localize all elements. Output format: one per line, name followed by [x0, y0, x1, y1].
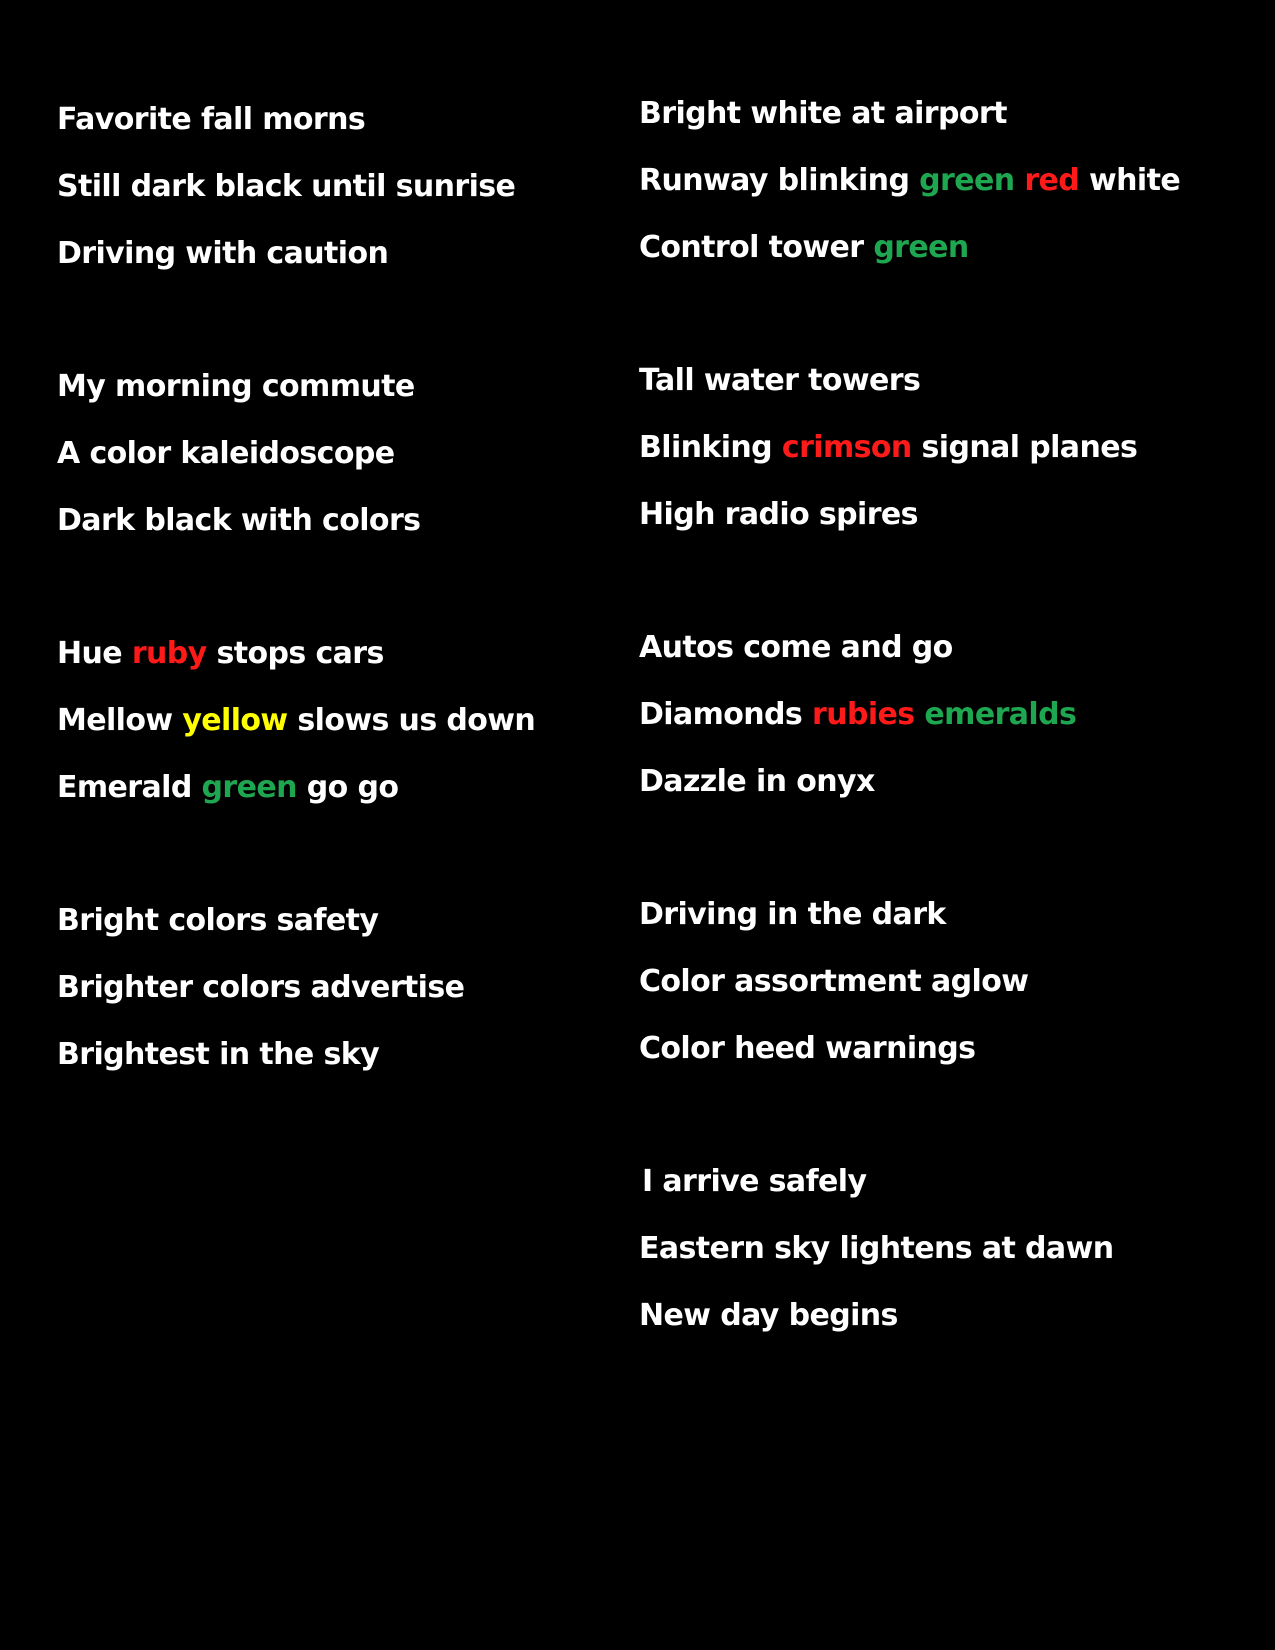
color-word: crimson [781, 430, 912, 465]
poem-line [57, 167, 515, 207]
poem-line [57, 634, 384, 674]
poem-line [57, 234, 388, 274]
line-text: Mellow [57, 703, 183, 738]
poem-line [639, 495, 918, 535]
poem-line [639, 161, 1180, 201]
poem-line [639, 895, 946, 935]
line-text [1015, 163, 1025, 198]
line-text: Diamonds [639, 697, 813, 732]
line-text: Color heed warnings [639, 1031, 976, 1066]
line-text: slows us down [287, 703, 536, 738]
poem-line [639, 228, 969, 268]
poem-line [57, 501, 420, 541]
line-text: Hue [57, 636, 132, 671]
line-text: Driving in the dark [639, 897, 946, 932]
poem-line [639, 1296, 898, 1336]
line-text: Eastern sky lightens at dawn [639, 1231, 1114, 1266]
color-word: ruby [131, 636, 207, 671]
poem-line [57, 1035, 379, 1075]
poem-line [639, 428, 1137, 468]
line-text: Brighter colors advertise [57, 970, 465, 1005]
line-text: white [1079, 163, 1181, 198]
poem-line [57, 100, 365, 140]
line-text: Blinking [639, 430, 782, 465]
poem-line [639, 1029, 975, 1069]
line-text: Bright white at airport [639, 96, 1007, 131]
line-text: Bright colors safety [57, 903, 379, 938]
poem-line [57, 968, 464, 1008]
color-word: green [201, 770, 297, 805]
color-word: red [1024, 163, 1080, 198]
line-text: Runway blinking [639, 163, 920, 198]
line-text: New day begins [639, 1298, 898, 1333]
line-text: signal planes [911, 430, 1138, 465]
color-word: rubies [812, 697, 915, 732]
color-word: yellow [182, 703, 288, 738]
poem-line [639, 94, 1007, 134]
line-text: Color assortment aglow [639, 964, 1029, 999]
line-text: Tall water towers [639, 363, 921, 398]
line-text: High radio spires [639, 497, 918, 532]
color-word: green [873, 230, 969, 265]
poem-line [639, 628, 953, 668]
line-text: Dark black with colors [57, 503, 421, 538]
line-text: Still dark black until sunrise [57, 169, 516, 204]
line-text: Favorite fall morns [57, 102, 366, 137]
poem-line [57, 701, 535, 741]
line-text [915, 697, 925, 732]
line-text: A color kaleidoscope [57, 436, 395, 471]
line-text: Autos come and go [639, 630, 953, 665]
poem-line [57, 434, 394, 474]
line-text: I arrive safely [642, 1164, 867, 1199]
line-text: go go [296, 770, 399, 805]
line-text: Dazzle in onyx [639, 764, 875, 799]
poem-line [57, 367, 415, 407]
poem-line [639, 962, 1028, 1002]
poem-line [639, 361, 920, 401]
line-text: Brightest in the sky [57, 1037, 380, 1072]
poem-line [639, 1229, 1113, 1269]
line-text: Control tower [639, 230, 874, 265]
line-text: Driving with caution [57, 236, 389, 271]
poem-line [57, 901, 378, 941]
poem-line [639, 762, 875, 802]
color-word: emeralds [924, 697, 1077, 732]
poem-line [642, 1162, 866, 1202]
poem-line [639, 695, 1076, 735]
color-word: green [919, 163, 1015, 198]
line-text: Emerald [57, 770, 202, 805]
poem-line [57, 768, 398, 808]
line-text: My morning commute [57, 369, 415, 404]
line-text: stops cars [206, 636, 384, 671]
